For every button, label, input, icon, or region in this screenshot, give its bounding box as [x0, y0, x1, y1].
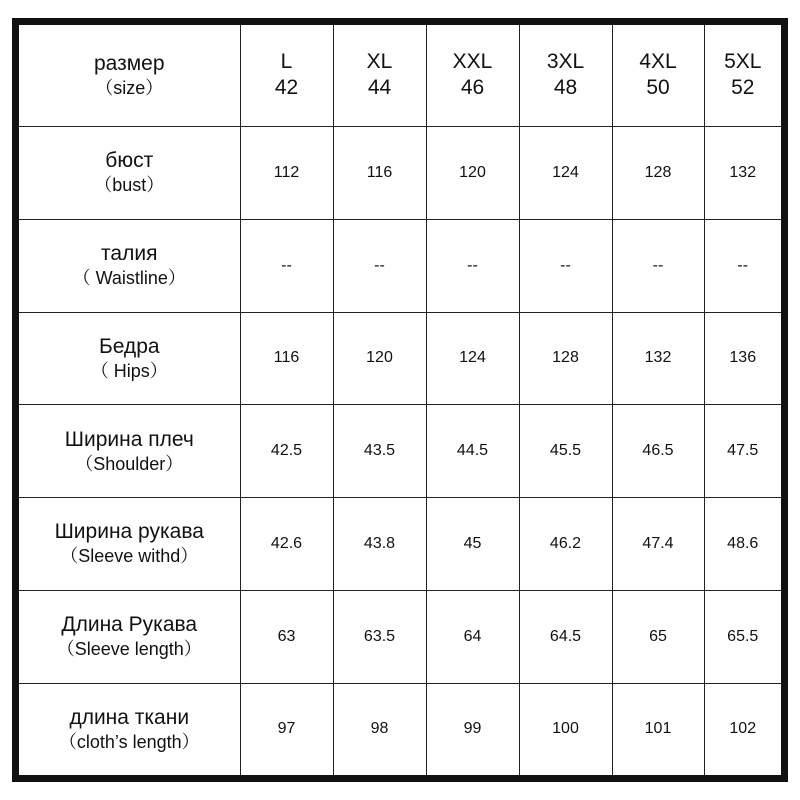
measurement-value-cell	[333, 683, 426, 775]
measurement-value-cell	[333, 312, 426, 405]
measurement-label: Длина Рукава	[61, 613, 198, 637]
size-header-cell	[240, 25, 333, 126]
measurement-value: 124	[459, 349, 486, 367]
measurement-value-cell	[519, 312, 612, 405]
size-code: 4XL	[639, 50, 677, 74]
measurement-label: Ширина плеч	[64, 427, 194, 451]
measurement-value: 100	[552, 720, 579, 738]
measurement-value: --	[374, 256, 385, 274]
measurement-value: 45	[463, 534, 482, 552]
measurement-label-cell	[19, 405, 240, 498]
measurement-sublabel: （ Waistline）	[72, 268, 186, 289]
measurement-value: 64.5	[549, 627, 582, 645]
measurement-sublabel: （Sleeve length）	[56, 639, 202, 660]
measurement-value: 47.5	[727, 442, 759, 460]
measurement-value-cell	[704, 219, 781, 312]
measurement-value-cell	[333, 498, 426, 591]
size-number: 50	[646, 76, 670, 100]
measurement-value-cell	[426, 219, 519, 312]
measurement-label-cell	[19, 312, 240, 405]
measurement-value-cell	[240, 219, 333, 312]
measurement-label: Ширина рукава	[54, 520, 204, 544]
measurement-value-cell	[704, 590, 781, 683]
measurement-value-cell	[426, 498, 519, 591]
measurement-value: 65.5	[727, 627, 759, 645]
measurement-label: бюст	[105, 149, 154, 173]
measurement-value: --	[281, 256, 292, 274]
measurement-value: 124	[552, 163, 579, 181]
measurement-sublabel: （cloth’s length）	[58, 731, 200, 752]
measurement-value-cell	[240, 498, 333, 591]
measurement-value-cell	[519, 590, 612, 683]
size-header-cell	[704, 25, 781, 126]
measurement-value: 132	[729, 163, 757, 181]
measurement-value-cell	[612, 498, 704, 591]
measurement-value: 46.5	[642, 442, 674, 460]
measurement-value-cell	[426, 405, 519, 498]
measurement-value: 116	[366, 163, 393, 181]
measurement-sublabel: （bust）	[94, 175, 165, 196]
measurement-value-cell	[333, 590, 426, 683]
measurement-value: 102	[729, 720, 757, 738]
measurement-value: 46.2	[549, 534, 582, 552]
measurement-value-cell	[612, 590, 704, 683]
size-chart-frame	[12, 18, 788, 782]
measurement-value-cell	[240, 683, 333, 775]
measurement-row	[19, 590, 781, 683]
measurement-value: 116	[273, 349, 300, 367]
size-number: 52	[731, 76, 755, 100]
size-number: 46	[460, 76, 485, 100]
header-row	[19, 25, 781, 126]
measurement-value: 97	[277, 720, 296, 738]
measurement-value-cell	[333, 219, 426, 312]
size-number: 48	[553, 76, 578, 100]
measurement-value: 63.5	[363, 627, 396, 645]
measurement-value: --	[560, 256, 571, 274]
measurement-value: 44.5	[456, 442, 489, 460]
measurement-value: 64	[463, 627, 482, 645]
measurement-value: 43.5	[363, 442, 396, 460]
measurement-value: 42.6	[270, 534, 303, 552]
measurement-value: 120	[366, 349, 393, 367]
size-header-cell	[333, 25, 426, 126]
measurement-value-cell	[426, 683, 519, 775]
measurement-sublabel: （Shoulder）	[75, 453, 184, 474]
measurement-value-cell	[704, 683, 781, 775]
size-code: L	[280, 50, 293, 74]
measurement-value: 98	[370, 720, 389, 738]
measurement-value-cell	[519, 126, 612, 219]
measurement-value: --	[652, 256, 664, 274]
size-header-cell	[519, 25, 612, 126]
measurement-row	[19, 498, 781, 591]
measurement-value-cell	[704, 312, 781, 405]
measurement-value-cell	[519, 683, 612, 775]
measurement-value: 99	[463, 720, 482, 738]
size-code: XXL	[452, 50, 493, 74]
header-label: размер	[93, 51, 165, 75]
measurement-value-cell	[519, 405, 612, 498]
measurement-label: талия	[101, 242, 158, 266]
measurement-value-cell	[519, 219, 612, 312]
measurement-sublabel: （ Hips）	[90, 360, 168, 381]
measurement-row	[19, 219, 781, 312]
measurement-value: --	[737, 256, 749, 274]
measurement-label-cell	[19, 683, 240, 775]
measurement-value-cell	[333, 405, 426, 498]
measurement-sublabel: （Sleeve withd）	[60, 546, 199, 567]
measurement-value: 47.4	[642, 534, 674, 552]
measurement-value-cell	[240, 590, 333, 683]
measurement-label-cell	[19, 126, 240, 219]
measurement-value-cell	[240, 126, 333, 219]
size-chart-table	[19, 25, 781, 775]
measurement-value: 42.5	[270, 442, 303, 460]
measurement-value: 101	[644, 720, 672, 738]
measurement-value: 45.5	[549, 442, 582, 460]
measurement-value: 65	[649, 627, 667, 645]
size-number: 42	[274, 76, 299, 100]
measurement-value: 128	[644, 163, 672, 181]
measurement-label: Бедра	[98, 334, 160, 358]
measurement-value-cell	[333, 126, 426, 219]
measurement-value-cell	[240, 312, 333, 405]
size-header-cell	[426, 25, 519, 126]
measurement-value: 48.6	[727, 534, 759, 552]
measurement-row	[19, 312, 781, 405]
measurement-value-cell	[612, 683, 704, 775]
measurement-row	[19, 126, 781, 219]
size-code: 3XL	[546, 50, 585, 74]
measurement-value: 136	[729, 349, 757, 367]
size-number: 44	[367, 76, 392, 100]
measurement-value-cell	[612, 312, 704, 405]
measurement-value: 132	[644, 349, 672, 367]
measurement-value: 128	[552, 349, 579, 367]
size-code: XL	[366, 50, 393, 74]
measurement-label-cell	[19, 498, 240, 591]
measurement-row	[19, 405, 781, 498]
header-label-cell	[19, 25, 240, 126]
measurement-value-cell	[612, 405, 704, 498]
measurement-value-cell	[519, 498, 612, 591]
measurement-value: 43.8	[363, 534, 396, 552]
measurement-value: 63	[277, 627, 296, 645]
header-sublabel: （size）	[95, 77, 164, 98]
measurement-value-cell	[612, 126, 704, 219]
measurement-label: длина ткани	[69, 705, 190, 729]
measurement-value: --	[467, 256, 478, 274]
measurement-row	[19, 683, 781, 775]
measurement-value: 120	[459, 163, 486, 181]
measurement-value-cell	[704, 405, 781, 498]
measurement-value-cell	[240, 405, 333, 498]
measurement-label-cell	[19, 219, 240, 312]
measurement-value-cell	[704, 498, 781, 591]
measurement-value-cell	[426, 126, 519, 219]
measurement-value-cell	[426, 312, 519, 405]
measurement-value-cell	[704, 126, 781, 219]
size-header-cell	[612, 25, 704, 126]
measurement-value: 112	[273, 163, 300, 181]
measurement-value-cell	[426, 590, 519, 683]
measurement-label-cell	[19, 590, 240, 683]
measurement-value-cell	[612, 219, 704, 312]
size-code: 5XL	[724, 50, 762, 74]
